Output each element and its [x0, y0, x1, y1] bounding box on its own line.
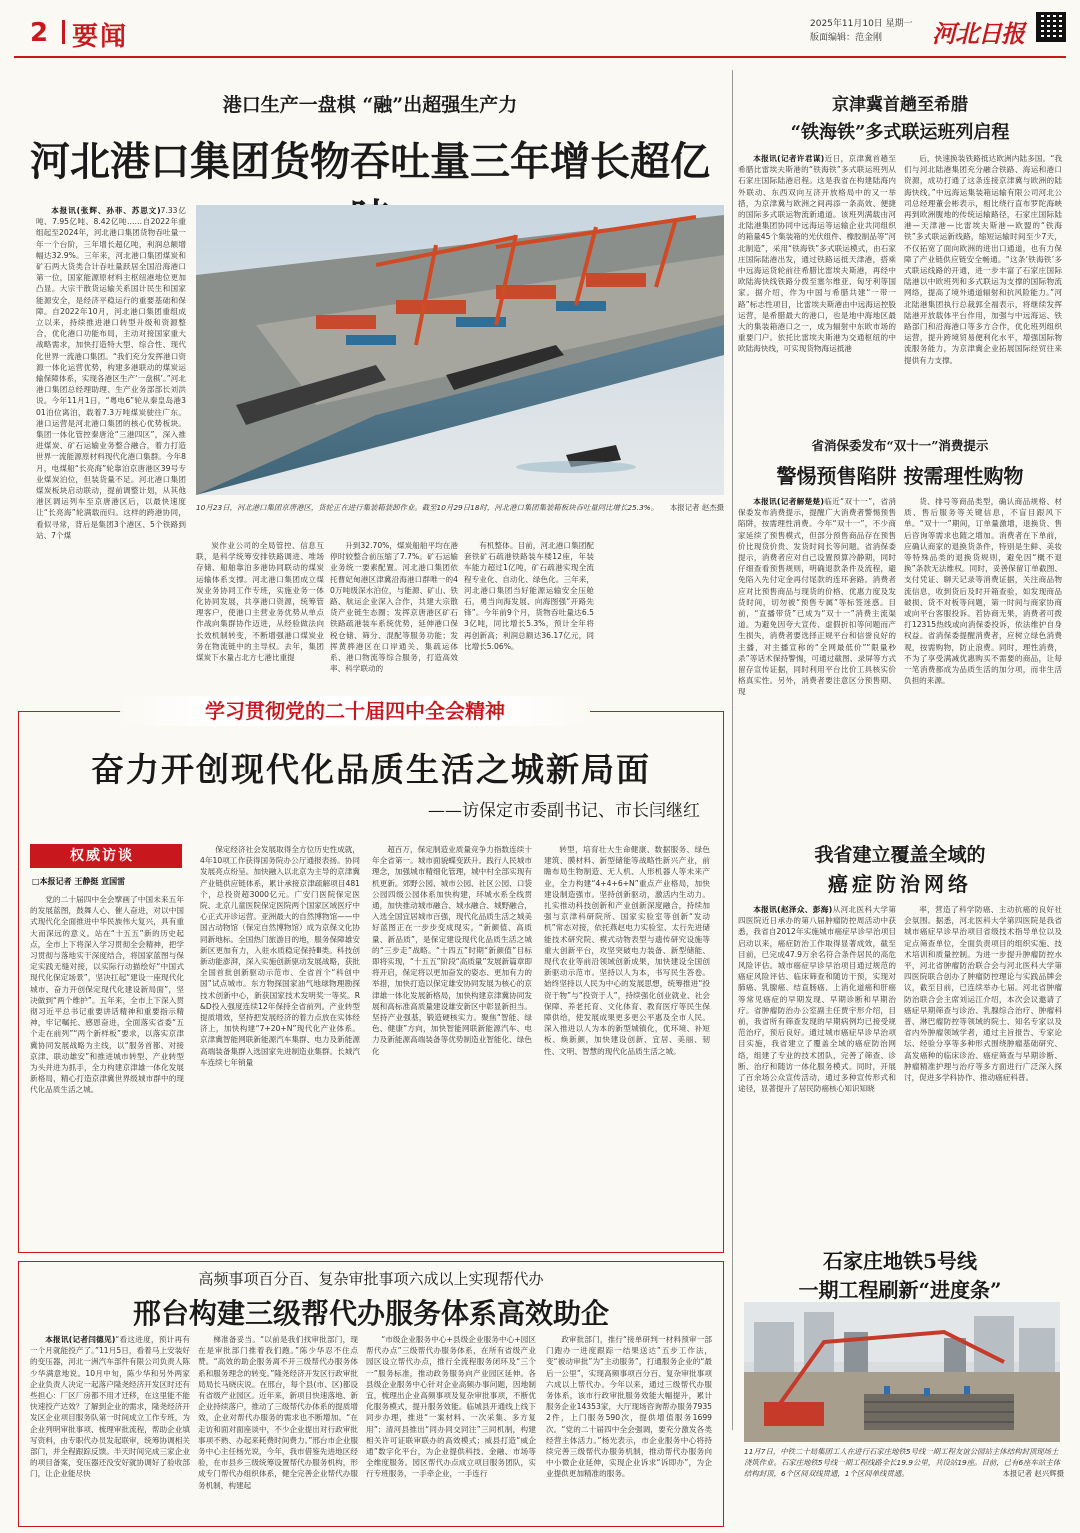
- right-column-divider: [732, 70, 733, 1430]
- plenum-column-3: 超百万，保定制造业质量竞争力指数连续十年全省第一。城市面貌蝶变跃升。践行人民城市理念，加强城市精细化管理，城中村全部实现有机更新。郊野公园、城市公园、社区公园、口袋公园四级公园体系加快构建，环城水系全线贯通，加快推动城市融合、城水融合、城野融合，入选全国宜居城市百强，现代化品质生活之城美好蓝图正在一步步变成现实。“新颜值、高质量、新品质”，是保定建设现代化品质生活之城的“三步走”战略。“十四五”时期“新颜值”目标即将实现，“十五五”阶段“高质量”发展新篇章即将开启，保定将以更加奋发的姿态、更加有力的举措，加快打造以保定雄安协同发展为核心的京津雄一体化发展新格局，加快构建京津冀协同发展和高标准高质量建设雄安新区中彰显新担当。坚持产业强基，锻造硬核实力。聚焦“智能、绿色、健康”方向，加快智能网联新能源汽车、电力及新能源高端装备等优势制造业智能化、绿色化: [372, 845, 532, 1056]
- plenum-headline: 奋力开创现代化品质生活之城新局面: [91, 750, 651, 789]
- metro-photo-illustration: [744, 1302, 1060, 1442]
- port-photo-caption: [196, 502, 724, 513]
- plenum-column-2: 保定经济社会发展取得全方位历史性成就，4年10项工作获得国务院办公厅通报表扬。协同发展亮点纷呈。加快融入以北京为主导的京津冀产业链供应链体系，累计承接京津疏解项目481个，总投资超3000亿元。广安门医院保定医院、北京儿童医院保定医院两个国家区域医疗中心正式开诊运营。亚洲最大的自然博物馆——中国古动物馆（保定自然博物馆）成为京保文化协同新地标。全国热门旅游目的地，服务保障雄安新区更加有力，入驻水质稳定保持Ⅲ类。科技创新动能澎湃，深入实施创新驱动发展战略，获批全国首批创新驱动示范市、全省首个“科创中国”试点城市。东方物探国家油气地球物理勘探技术创新中心，新获国家技术发明奖一等奖。R&D投入强度连续12年保持全省前列。产业转型提质增效，坚持把发展经济的着力点放在实体经济上，加快构建“7+20+N”现代化产业体系。京津冀智能网联新能源汽车集群、电力及新能源高端装备集群入选国家先进制造业集群。长城汽车连续七年销量: [200, 845, 360, 1067]
- cancer-column-1: [738, 904, 896, 1234]
- lead-column-1: [36, 205, 186, 717]
- page-number: 2: [30, 18, 49, 48]
- rail-col1-text: 近日，京津冀首趟至希腊比雷埃夫斯港的“铁海铁”多式联运班列从石家庄国际陆港启程。这是我省在构建陆海内外联动、东西双向互济开放格局中的又一举措，为京津冀与欧洲之间再添一条高效、便捷的国际多式联运物流新通道。该班列满载由河北陆港集团协同中远海运等运输企业共同组织的箱量45个集装箱的光伏组件、橡胶制品等“河北制造”，采用“铁海铁”多式联运模式，由石家庄国际陆港出发，通过铁路运抵天津港，搭乘中远海运货轮前往希腊比雷埃夫斯港，再经中欧陆海快线铁路分拨至塞尔维亚、匈牙利等国家。据介绍，作为中国与希腊共建“一带一路”标志性项目，比雷埃夫斯港由中远海运控股运营，是希腊最大的港口，也是地中海地区最大的集装箱港口之一，成为辐射中东欧市场的重要门户。依托比雷埃夫斯港为交通枢纽的中欧陆海快线，可实现货物海运抵港: [738, 154, 896, 354]
- port-photo-illustration: [196, 205, 724, 495]
- lead-column-2: 炭作业公司的全局管控、信息互联，是科学统筹安排铁路调进、堆场存储、船舶靠泊多港协同联动的煤炭运输体系支撑。河北港口集团成立煤炭业务协同工作专班，实施业务一体化协同发展，共享港口资源，统筹管理客户，使港口主营业务优势从单点作战向集群协作迈进，从经验做法向长效机制转变，不断增强港口煤炭业务在物流链中的主导权。去年，集团煤炭下水量占北方七港比重提: [196, 541, 324, 663]
- consumer-kicker: 省消保委发布“双十一”消费提示: [811, 438, 989, 453]
- cancer-headline-2: 癌症防治网络: [828, 872, 972, 896]
- consumer-column-2: 货、排号等商品类型，确认商品规格、材质、售后服务等关键信息，不盲目跟风下单。“双十一”期间，订单量激增，退换货、售后咨询等需求也随之增加。消费者在下单前，应确认商家的退换货条件，特别是生鲜、美妆等特殊品类的退换货规则，避免因“概不退换”条款无法维权。同时，妥善保留订单截图、支付凭证、聊天记录等消费证据，关注商品物流信息，收到货后及时开箱查验，如发现商品破损、货不对板等问题，第一时间与商家协商或向平台客服投诉。若协商无果，消费者可拨打12315热线或向消保委投诉，依法维护自身权益。省消保委提醒消费者，应树立绿色消费观，按需购物，防止浪费。同时，理性消费，不为了享受满减优惠购买不需要的商品，让每一笔消费都成为品质生活的加分项，而非生活负担的来源。: [904, 497, 1062, 686]
- masthead: [14, 10, 1066, 50]
- consumer-col1-text: 临近“双十一”，省消保委发布消费提示，提醒广大消费者警惕预售陷阱，按需理性消费。今年“双十一”，不少商家延续了预售模式，但部分预售商品存在预售价比现货价贵、发货时间长等问题。省消保委提示，消费者应对自己设置预算冷静期，同时仔细查看预售规则，明确退款条件及流程，避免陷入先付定金再付尾款的连环套路。消费者应对比预售商品与现货的价格、优惠力度及发货时间，切勿被“预售专属”等标签迷惑。目前，“直播带货”已成为“双十一”消费主流渠道。为避免因夸大宣传、虚假折扣等问题而产生损失，消费者要选择正规平台和信誉良好的主播，对主播宣称的“全网最低价”“限量秒杀”等话术保持警惕，可通过截图、录屏等方式留存宣传证据，同时利用平台比价工具核实价格真实性。另外，消费者要注意区分预售期、现: [738, 497, 896, 697]
- metro-headline-2: 一期工程刷新“进度条”: [798, 1278, 1002, 1302]
- rail-byline: 本报讯(记者许君谋): [753, 154, 825, 163]
- plenum-banner: [120, 696, 590, 726]
- consumer-headline: 警惕预售陷阱 按需理性购物: [776, 464, 1024, 488]
- lead-column-3: 升到32.70%，煤炭船舶平均在港停时较整合前压缩了7.7%。矿石运输业务统一要素配置。河北港口集团依托曹妃甸港区津冀沿海港口群唯一的40万吨级深水泊位，与能源、矿山、铁路、航运企业深入合作，共建大宗散货产业链生态圈；发挥京唐港区矿石铁路疏港装车系统优势，延伸港口保税仓储、筛分、混配等服务功能；发挥黄骅港区在口岸通关、集疏运体系、港口物流等综合服务，打造高效率、科学联动的: [330, 541, 458, 674]
- plenum-banner-text: 学习贯彻党的二十届四中全会精神: [205, 699, 505, 723]
- section-divider: [62, 20, 65, 44]
- lead-byline: 本报讯(张辉、孙菲、苏思文): [51, 206, 161, 215]
- rail-headline: “铁海铁”多式联运班列启程: [790, 122, 1010, 143]
- lead-col1-text: 7.33亿吨、7.95亿吨、8.42亿吨……自2022年重组起至2024年，河北港口集团货物吞吐量一年一个台阶，三年增长超亿吨，利润总额增幅达32.9%。三年来，河北港口集团煤炭和矿石两大货类合计吞吐量跃居全国沿海港口第一位，国家能源原材料主枢纽港地位更加凸显。大宗干散货运输关系国计民生和国家能源安全，是经济平稳运行的重要基础和保障。自2022年10月，河北港口集团重组成立以来，持续推进港口转型升级和资源整合，优化港口功能布局，主动对接国家重大战略需求，加快打造特大型、综合性、现代化世界一流港口集团。“我们充分发挥港口资源一体化运营优势，构建多港联动的煤炭运输保障体系，实现各港区生产‘一盘棋’。”河北港口集团总经理助理、生产业务部部长刘洪说。今年11月1日，“粤电6”轮从秦皇岛港301泊位离泊，载着7.3万吨煤炭驶往广东。港口运营是河北港口集团的核心优势板块。集团一体化管控秦唐沧“三港四区”，深入推进煤炭、矿石运输业务整合融合，着力打造世界一流能源原材料现代化港口集群。今年8月，电煤船“长亮海”轮靠泊京唐港区39号专业煤炭泊位，但装货量不足。河北港口集团煤炭板块启动联动，提前调整计划，从其他港区调运列车至京唐港区后，以最快速度让“长亮海”轮满载而归。这样的跨港协同，看似寻常，背后是集团3个港区、5个铁路到站、7个煤: [36, 206, 186, 540]
- xingtai-col1-text: “看这进度，预计再有一个月就能投产了。”11月5日，看着马上安装好的变压器，河北一洲汽车部件有限公司负责人陈少华满意地说。10月中旬，陈少华和另外两家企业负责人决定一起落户隆尧经济开发区时还有些担心：厂区厂房都不用才迁移，在这里能不能快速投产达效？了解到企业的需求，隆尧经济开发区企业项目服务队第一时间成立工作专班，为企业列明审批事项、梳理审批流程，帮助企业填写资料，由专职代办员发起联审，统筹协调相关部门，并全程跟踪反馈。半天时间完成三家企业的项目备案，变压器还没安好就协调好了验收部门，让企业能尽快: [30, 1335, 190, 1479]
- rail-column-1: [738, 153, 896, 423]
- plenum-column-1: 党的二十届四中全会擘画了中国未来五年的发展蓝图，鼓舞人心、催人奋进，对以中国式现代化全面推进中华民族伟大复兴，具有重大而深远的意义。站在“十五五”新的历史起点，全市上下将深入学习贯彻全会精神，把学习贯彻与落地实干深度结合，将国家蓝图与保定实践无缝对接，以实际行动描绘好“中国式现代化保定场景”，坚决扛起“建设一座现代化城市、奋力开创保定现代化建设新局面”，坚决做到“两个维护”。五年来，全市上下深入贯彻习近平总书记重要讲话精神和重要指示精神，牢记嘱托、感恩奋进，全面落实省委“五个走在前列”“两个新样板”要求，以落实京津冀协同发展战略为主线，以“服务首都、对接京津、联动雄安”和推进城市转型、产业转型为头并进为抓手，全力构建京津雄一体化发展新格局，精心打造京津冀世界级城市群中的现代化品质生活之城。: [30, 895, 184, 1095]
- metro-headline: 石家庄地铁5号线: [823, 1249, 977, 1273]
- plenum-column-4: 转型，培育壮大生命健康、数据服务、绿色建筑、膜材料、新型储能等战略性新兴产业，前瞻布局生物制造、无人机、人形机器人等未来产业，全力构建“4+4+6+N”重点产业格局，加快建设制造强市。坚持创新驱动，激活内生动力。扎实推动科技创新和产业创新深度融合，持续加强与京津科研院所、国家实验室等创新“发动机”常态对接，依托燕赵电力实验室、太行先进储能技术研究院、模式动物表型与遗传研究设施等重大创新平台，攻坚突破电力装备、新型储能、现代农业等前沿领域创新成果，加快建设全国创新驱动示范市。坚持以人为本，书写民生答卷。始终坚持以人民为中心的发展思想，统筹推进“投资于物”与“投资于人”，持续强化创业就业、社会保障、养老托育、文化体育、教育医疗等民生保障供给，使发展成果更多更公平惠及全市人民。深入推进以人为本的新型城镇化，优环境、补短板、焕新颜，加快建设创新、宜居、美丽、韧性、文明、智慧的现代化品质生活之城。: [544, 845, 710, 1056]
- lead-column-4: 有机整体。目前，河北港口集团配套铁矿石疏港铁路装车楼12座，年装车能力超过1亿吨，矿石疏港实现全流程专业化、自动化、绿色化。三年来，河北港口集团当好能源运输安全压舱石，勇当向海发展、向海图强“开路先锋”。今年前9个月，货物吞吐量达6.53亿吨，同比增长5.3%，预计全年将再创新高；利润总额达36.17亿元，同比增长5.06%。: [464, 541, 594, 651]
- xingtai-column-1: [30, 1334, 190, 1520]
- port-photo: [196, 205, 724, 495]
- newspaper-logo: 河北日报: [932, 19, 1024, 48]
- qr-code-icon: [1036, 12, 1066, 42]
- masthead-rule: [14, 56, 1066, 58]
- rail-kicker: 京津冀首趟至希腊: [832, 95, 968, 115]
- metro-caption-credit: 本报记者 赵兴辉摄: [1002, 1469, 1064, 1478]
- port-caption-text: 10月23日，河北港口集团京唐港区，货轮正在进行集装箱装卸作业。截至10月29日18时，河北港口集团集装箱板块吞吐量同比增长25.3%。: [196, 503, 659, 512]
- metro-caption-text: 11月7日，中铁二十局集团工人在进行石家庄地铁5号线一期工程友谊公园站主体结构封顶现场土浇筑作业。石家庄地铁5号线一期工程线路全长19.9公里，共设站19座。目前，已有6座车站主体结构封顶，6个区间双线贯通，1个区间单线贯通。: [744, 1447, 1061, 1478]
- plenum-byline: □本报记者 王静挺 宣国雷: [32, 877, 126, 886]
- cancer-headline: 我省建立覆盖全域的: [814, 844, 986, 866]
- xingtai-kicker: 高频事项百分百、复杂审批事项六成以上实现帮代办: [198, 1270, 544, 1288]
- cancer-column-2: 率，营造了科学防癌、主动抗癌的良好社会氛围。据悉，河北医科大学第四医院是我省城市癌症早诊早治项目省级技术指导单位以及定点筛查单位，全面负责项目的组织实施、技术培训和质量控制。为进一步提升肿瘤防控水平，河北省肿瘤防治联合会与河北医科大学第四医院联合创办了肿瘤防控理论与实践品牌会议，截至目前，已连续举办七届。河北省肿瘤防治联合会主席刘运江介绍，本次会议邀请了癌症早期筛查与诊治、乳腺综合治疗、肿瘤科普、淋巴瘤防控等领域的院士、知名专家以及省内外肿瘤领域学者，通过主旨报告、专家论坛、经验分享等多种形式围绕肿瘤基础研究、高发癌种的临床诊治、癌症筛查与早期诊断、肿瘤精准护理与治疗等多方面进行广泛深入探讨，促进多学科协作、推动癌症科普。: [904, 905, 1062, 1083]
- cancer-col1-text: 从河北医科大学第四医院近日承办的第八届肿瘤防控周活动中获悉，我省自2012年实施城市癌症早诊早治项目启动以来，癌症防治工作取得显著成效，截至目前，已完成47.9万余名符合条件居民的高危风险评估。城市癌症早诊早治项目通过规范的癌症风险评估、临床筛查和随访干预，实现对肺癌、乳腺癌、结直肠癌、上消化道癌和肝癌等常见癌症的早期发现、早期诊断和早期治疗。省肿瘤防治办公室副主任贾宇形介绍，目前，我省所有筛查发现的早期病例均已接受规范治疗，预后良好。通过城市癌症早诊早治项目实施，我省建立了覆盖全域的癌症防治网络，组建了专业的技术团队，完善了筛查、诊断、治疗和随访一体化服务模式。同时，开展了百余场公众宣传活动，通过多种宣传形式和途径，显著提升了居民防癌核心知识知晓: [738, 905, 896, 1094]
- metro-photo: [744, 1302, 1060, 1442]
- rail-column-2: 后，快速换装铁路抵达欧洲内陆多国。“我们与河北陆港集团充分融合铁路、海运和港口资源，成功打通了这条连接京津冀与欧洲的陆海快线。”中远海运集装箱运输有限公司河北公司总经理董会彬表示，相比绕行直布罗陀海峡再到欧洲腹地的传统运输路径，石家庄国际陆港—天津港—比雷埃夫斯港—欧盟的“铁海铁”多式联运新线路，缩短运输时间至少7天，不仅拓宽了面向欧洲的进出口通道，也有力保障了产业链供应链安全畅通。“这条‘铁海铁’多式联运线路的开通，进一步丰富了石家庄国际陆港以中欧班列和多式联运为支撑的国际物流网络，提高了境外通道辐射和抗风险能力。”河北陆港集团执行总裁郭全福表示，将继续发挥陆港开放载体平台作用，加强与中远海运、铁路部门和沿海港口等多方合作，优化班列组织运营，提升跨境贸易便利化水平，增强国际物流服务能力，为京津冀企业拓展国际经贸往来提供有力支撑。: [904, 154, 1062, 365]
- xingtai-column-2: 梯准备妥当。“以前是我们找审批部门，现在是审批部门推着我们跑。”陈少华忍不住点赞。“高效的助企服务离不开三级帮代办服务体系和服务理念的转变。”隆尧经济开发区行政审批局局长马晓庆说。在邢台，每个县(市、区)都设有省级产业园区。近年来，新项目快速落地、新企业持续落户，推动了三级帮代办体系的提质增效，企业对帮代办服务的需求也不断增加。“在走访和面对面座谈中，不少企业提出对行政审批事项不熟、办起来耗费时间费力。”邢台市企业服务中心主任杨光说，今年，我市借鉴先进地区经验，在市县乡三级统筹设置帮代办服务机构，形成专门帮代办组织体系，健全完善企业帮代办服务机制，构建起: [198, 1335, 358, 1490]
- port-caption-credit: 本报记者 赵杰摄: [669, 503, 724, 512]
- xingtai-headline: 邢台构建三级帮代办服务体系高效助企: [132, 1297, 609, 1330]
- cancer-byline: 本报讯(赵泽众、彭海): [753, 905, 833, 914]
- consumer-column-1: [738, 496, 896, 830]
- section-title: 要闻: [72, 22, 129, 52]
- plenum-subtitle: ——访保定市委副书记、市长闫继红: [428, 801, 700, 821]
- consumer-byline: 本报讯(记者解楚楚): [753, 497, 824, 506]
- issue-date: 2025年11月10日 星期一: [810, 19, 913, 29]
- xingtai-column-4: 政审批部门，推行“接单研判一材料预审一部门跑办一进度跟踪一结果送达”五步工作法，变“被动审批”为“主动服务”，打通服务企业的“最后一公里”，实现高频事项百分百、复杂审批事项六成以上帮代办。今年以来，通过三级帮代办服务体系，该市行政审批服务效能大幅提升，累计服务企业14353家，大厅现场咨询帮办服务79352件，上门服务590次，提供增值服务1699次。“党的二十届四中全会强调，要充分激发各类经营主体活力。”杨光表示，市企业服务中心将持续完善三级帮代办服务机制，推动帮代办服务向中小微企业延伸，实现企业诉求“诉即办”，为企业提供更加精准的服务。: [546, 1335, 712, 1479]
- interview-tag: [30, 844, 182, 868]
- page-editor: 版面编辑：范金刚: [810, 33, 883, 43]
- interview-tag-text: 权威访谈: [70, 848, 134, 864]
- lead-headline: 河北港口集团货物吞吐量三年增长超亿: [30, 138, 710, 185]
- xingtai-column-3: “市级企业服务中心+县级企业服务中心+园区帮代办点”三级帮代办服务体系，在所有省级产业园区设立帮代办点，推行全流程服务闭环及“三个一”服务标准，推动政务服务向产业园区延伸。各县级企业服务中心针对企业高频办事问题，因地制宜，梳理出企业高频事项及复杂审批事项，不断优化服务模式，提升服务效能。临城县开通线上线下同步办理，推进“一案材料、一次采集、多方复用”；清河县推出“同办同交同注”三同机制，构建相关许可证联审联办的高效模式；威县打造“威企通”数字化平台，为企业提供科技、金融、市场等全维度服务。园区帮代办点成立项目服务团队，实行专班服务，一手牵企业，一手连行: [366, 1335, 536, 1479]
- metro-photo-caption: [744, 1446, 1064, 1526]
- lead-kicker: 港口生产一盘棋 “融”出超强生产力: [222, 94, 518, 116]
- xingtai-byline: 本报讯(记者闫德见): [45, 1335, 116, 1344]
